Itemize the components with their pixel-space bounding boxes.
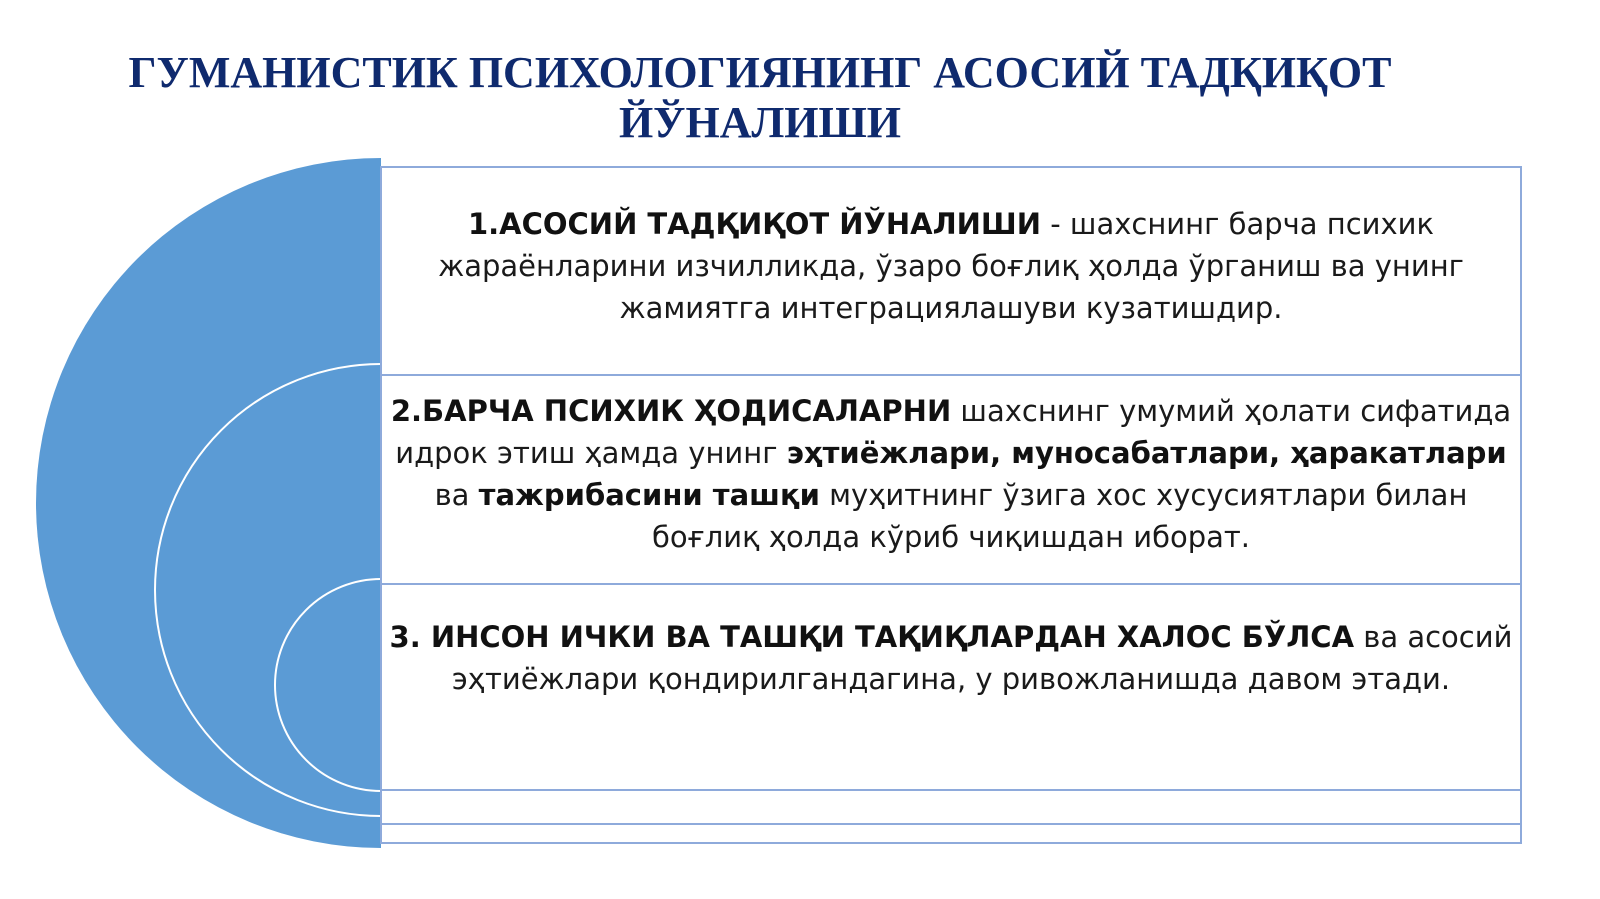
item-1-text	[381, 203, 1521, 329]
item-2-bold-3: тажрибасини ташқи	[478, 478, 820, 512]
item-1-box	[381, 203, 1521, 373]
item-2-body-2: ва	[434, 478, 479, 512]
item-3-box	[381, 616, 1521, 766]
item-2-body-1: шахснинг умумий ҳолати сифатида идрок этиш ҳамда унинг	[395, 394, 1512, 470]
item-2-box	[381, 390, 1521, 580]
item-1-body: - шахснинг барча психик жараёнларини изчилликда, ўзаро боғлиқ ҳолда ўрганиш ва унинг жамиятга интеграциялашуви кузатишдир.	[438, 207, 1464, 325]
item-3-text	[381, 616, 1521, 700]
item-2-bold-2: эҳтиёжлари, муносабатлари, ҳаракатлари	[786, 436, 1507, 470]
item-2-text	[381, 390, 1521, 558]
item-2-body-3: муҳитнинг ўзига хос хусусиятлари билан боғлиқ ҳолда кўриб чиқишдан иборат.	[651, 478, 1468, 554]
title-line-1: ГУМАНИСТИК ПСИХОЛОГИЯНИНГ АСОСИЙ ТАДҚИҚОТ	[128, 48, 1392, 97]
item-2-bold-1: 2.БАРЧА ПСИХИК ҲОДИСАЛАРНИ	[390, 394, 952, 428]
item-3-bold: 3. ИНСОН ИЧКИ ВА ТАШҚИ ТАҚИҚЛАРДАН ХАЛОС БЎЛСА	[389, 620, 1355, 654]
item-1-bold: 1.АСОСИЙ ТАДҚИҚОТ ЙЎНАЛИШИ	[467, 207, 1042, 241]
item-3-body: ва асосий эҳтиёжлари қондирилгандагина, у ривожланишда давом этади.	[451, 620, 1513, 696]
title-line-2: ЙЎНАЛИШИ	[618, 98, 902, 147]
